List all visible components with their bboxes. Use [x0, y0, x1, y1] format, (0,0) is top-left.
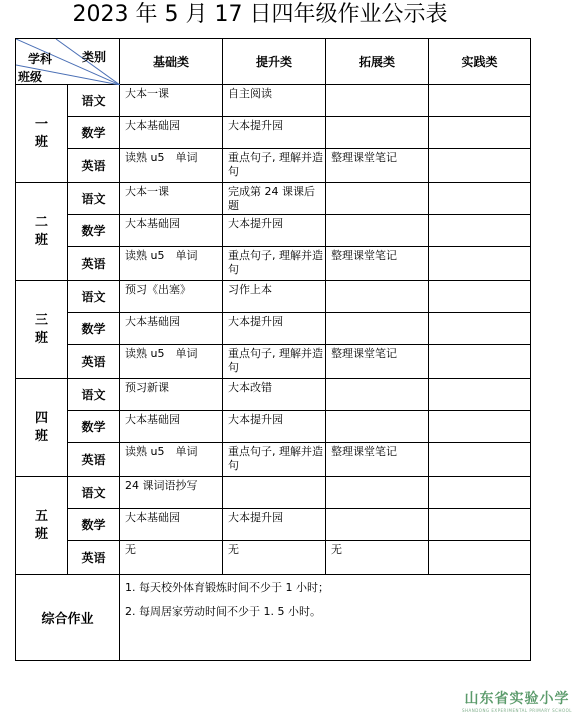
- subject-cell: 数学: [68, 411, 120, 443]
- homework-cell-extended: [326, 313, 429, 345]
- homework-cell-basic: 读熟 u5 单词: [120, 247, 223, 281]
- comprehensive-row: [16, 575, 531, 661]
- table-row: [16, 541, 531, 575]
- subject-cell: 语文: [68, 183, 120, 215]
- class-rows: [16, 85, 531, 575]
- class-name-cell: [16, 477, 68, 575]
- homework-cell-extended: [326, 215, 429, 247]
- subject-cell: 英语: [68, 345, 120, 379]
- table-row: [16, 183, 531, 215]
- homework-cell-practice: [429, 443, 531, 477]
- table-row: [16, 215, 531, 247]
- homework-cell-extended: [326, 183, 429, 215]
- homework-cell-extended: [326, 281, 429, 313]
- homework-cell-practice: [429, 379, 531, 411]
- comprehensive-label: 综合作业: [16, 575, 120, 661]
- homework-cell-advanced: 大本提升园: [223, 411, 326, 443]
- homework-cell-advanced: 大本提升园: [223, 117, 326, 149]
- homework-cell-extended: 整理课堂笔记: [326, 345, 429, 379]
- column-header-extended: 拓展类: [326, 39, 429, 85]
- homework-cell-basic: 预习《出塞》: [120, 281, 223, 313]
- homework-cell-practice: [429, 509, 531, 541]
- homework-cell-practice: [429, 85, 531, 117]
- table-row: [16, 247, 531, 281]
- class-name: 四: [34, 410, 48, 426]
- table-row: [16, 379, 531, 411]
- table-row: [16, 345, 531, 379]
- homework-cell-extended: [326, 85, 429, 117]
- class-name-cell: [16, 183, 68, 281]
- comprehensive-item: 2. 每周居家劳动时间不少于 1. 5 小时。: [125, 605, 321, 618]
- homework-cell-basic: 大本一课: [120, 183, 223, 215]
- subject-axis-label: 学科: [28, 52, 53, 66]
- type-axis-label: 类别: [82, 50, 107, 64]
- homework-cell-extended: [326, 379, 429, 411]
- homework-cell-basic: 大本基础园: [120, 509, 223, 541]
- homework-cell-practice: [429, 247, 531, 281]
- homework-cell-advanced: 习作上本: [223, 281, 326, 313]
- class-name: 三: [34, 312, 48, 328]
- table-row: [16, 443, 531, 477]
- subject-cell: 数学: [68, 215, 120, 247]
- subject-cell: 语文: [68, 85, 120, 117]
- table-row: [16, 509, 531, 541]
- homework-cell-basic: 读熟 u5 单词: [120, 345, 223, 379]
- subject-cell: 英语: [68, 149, 120, 183]
- table-row: [16, 117, 531, 149]
- class-name: 五: [34, 508, 48, 524]
- column-header-advanced: 提升类: [223, 39, 326, 85]
- class-name-cell: [16, 85, 68, 183]
- class-name: 二: [34, 214, 48, 230]
- header-row: [16, 39, 531, 85]
- homework-cell-practice: [429, 313, 531, 345]
- homework-cell-practice: [429, 477, 531, 509]
- comprehensive-content: [120, 575, 531, 661]
- homework-table: [15, 38, 531, 661]
- homework-cell-basic: 读熟 u5 单词: [120, 149, 223, 183]
- homework-cell-advanced: [223, 477, 326, 509]
- column-header-basic: 基础类: [120, 39, 223, 85]
- homework-cell-practice: [429, 215, 531, 247]
- homework-cell-advanced: 重点句子, 理解并造句: [223, 247, 326, 281]
- homework-cell-extended: [326, 117, 429, 149]
- class-name-cell: [16, 281, 68, 379]
- class-name-suffix: 班: [34, 428, 48, 444]
- comprehensive-item: 1. 每天校外体育锻炼时间不少于 1 小时；: [125, 581, 329, 594]
- class-name-suffix: 班: [34, 526, 48, 542]
- subject-cell: 语文: [68, 379, 120, 411]
- class-name-suffix: 班: [34, 232, 48, 248]
- table-row: [16, 411, 531, 443]
- school-logo-text: 山东省实验小学: [464, 691, 570, 707]
- corner-header-cell: [16, 39, 120, 85]
- homework-cell-extended: [326, 477, 429, 509]
- homework-cell-advanced: 重点句子, 理解并造句: [223, 443, 326, 477]
- homework-cell-advanced: 大本提升园: [223, 313, 326, 345]
- subject-cell: 语文: [68, 281, 120, 313]
- table-row: [16, 477, 531, 509]
- class-name-cell: [16, 379, 68, 477]
- homework-cell-advanced: 重点句子, 理解并造句: [223, 345, 326, 379]
- subject-cell: 语文: [68, 477, 120, 509]
- homework-cell-practice: [429, 541, 531, 575]
- homework-cell-practice: [429, 345, 531, 379]
- table-row: [16, 149, 531, 183]
- column-header-practice: 实践类: [429, 39, 531, 85]
- subject-cell: 数学: [68, 509, 120, 541]
- homework-cell-extended: 整理课堂笔记: [326, 443, 429, 477]
- homework-cell-advanced: 重点句子, 理解并造句: [223, 149, 326, 183]
- class-name-suffix: 班: [34, 134, 48, 150]
- homework-cell-advanced: 无: [223, 541, 326, 575]
- homework-cell-basic: 无: [120, 541, 223, 575]
- homework-cell-advanced: 大本提升园: [223, 215, 326, 247]
- homework-cell-basic: 24 课词语抄写: [120, 477, 223, 509]
- homework-cell-extended: [326, 411, 429, 443]
- homework-cell-practice: [429, 149, 531, 183]
- homework-cell-extended: 整理课堂笔记: [326, 247, 429, 281]
- subject-cell: 英语: [68, 443, 120, 477]
- class-name: 一: [34, 116, 48, 132]
- homework-cell-advanced: 大本提升园: [223, 509, 326, 541]
- subject-cell: 数学: [68, 117, 120, 149]
- homework-cell-basic: 读熟 u5 单词: [120, 443, 223, 477]
- homework-cell-extended: [326, 509, 429, 541]
- table-row: [16, 313, 531, 345]
- subject-cell: 英语: [68, 247, 120, 281]
- homework-cell-advanced: 大本改错: [223, 379, 326, 411]
- homework-cell-basic: 大本基础园: [120, 313, 223, 345]
- homework-cell-basic: 大本基础园: [120, 411, 223, 443]
- page-title: 2023 年 5 月 17 日四年级作业公示表: [72, 2, 448, 27]
- subject-cell: 数学: [68, 313, 120, 345]
- homework-cell-practice: [429, 411, 531, 443]
- homework-cell-advanced: 自主阅读: [223, 85, 326, 117]
- homework-cell-basic: 大本基础园: [120, 215, 223, 247]
- homework-cell-advanced: 完成第 24 课课后题: [223, 183, 326, 215]
- homework-cell-practice: [429, 117, 531, 149]
- homework-cell-basic: 大本基础园: [120, 117, 223, 149]
- homework-cell-practice: [429, 183, 531, 215]
- school-logo-subtext: SHANDONG EXPERIMENTAL PRIMARY SCHOOL: [461, 708, 572, 713]
- homework-cell-extended: 整理课堂笔记: [326, 149, 429, 183]
- subject-cell: 英语: [68, 541, 120, 575]
- homework-cell-basic: 大本一课: [120, 85, 223, 117]
- homework-cell-basic: 预习新课: [120, 379, 223, 411]
- homework-cell-practice: [429, 281, 531, 313]
- homework-cell-extended: 无: [326, 541, 429, 575]
- class-name-suffix: 班: [34, 330, 48, 346]
- table-row: [16, 85, 531, 117]
- school-logo: [462, 688, 572, 713]
- class-axis-label: 班级: [18, 70, 43, 84]
- table-row: [16, 281, 531, 313]
